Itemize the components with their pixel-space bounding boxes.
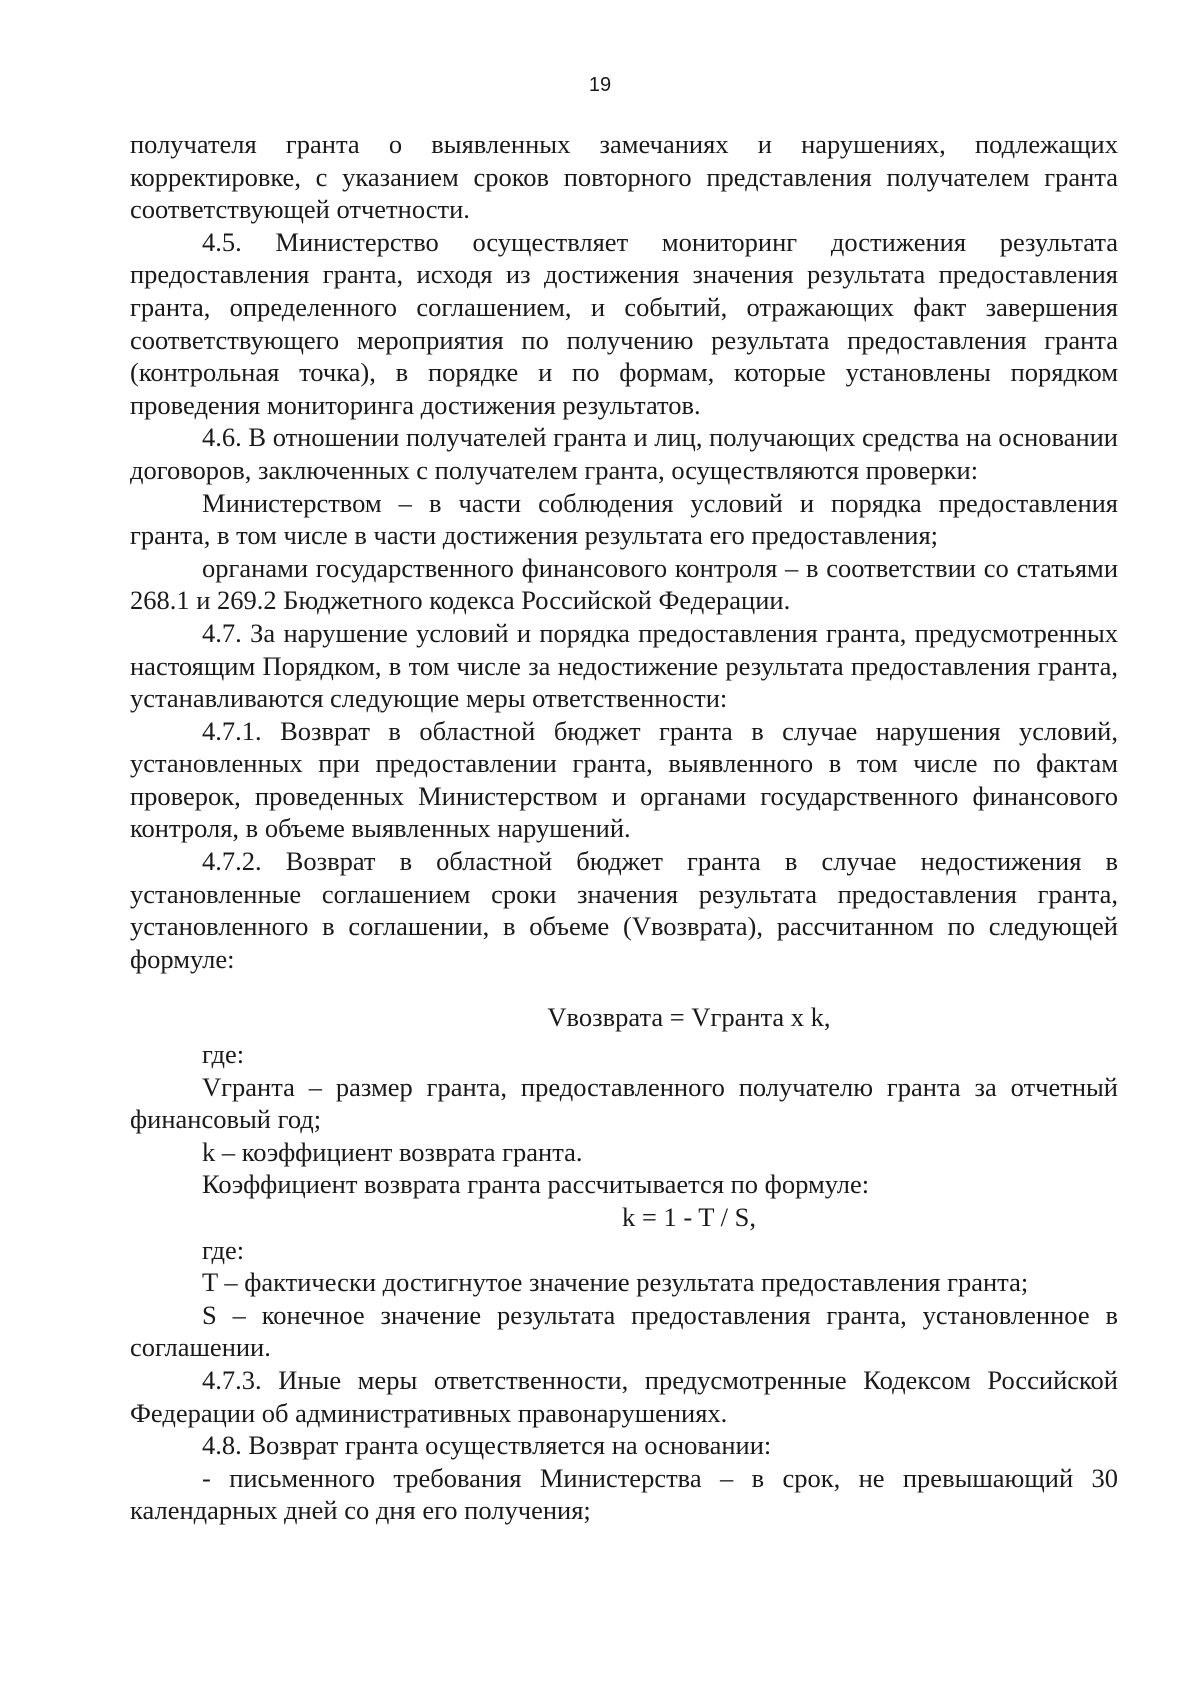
paragraph-4-7-1: 4.7.1. Возврат в областной бюджет гранта в случае нарушения условий, установленных при предоставлении гранта, выявленного в том числе по фактам проверок, проведенных Министерством и органами государственного финансового контроля, в объеме выявленных нарушений. bbox=[130, 715, 1118, 844]
paragraph-financial-control: органами государственного финансового контроля – в соответствии со статьями 268.1 и 269.2 Бюджетного кодекса Российской Федерации. bbox=[130, 552, 1118, 616]
paragraph-continuation: получателя гранта о выявленных замечаниях и нарушениях, подлежащих корректировке, с указанием сроков повторного представления получателем гранта соответствующей отчетности. bbox=[130, 129, 1118, 225]
paragraph-4-7-3: 4.7.3. Иные меры ответственности, предусмотренные Кодексом Российской Федерации об административных правонарушениях. bbox=[130, 1364, 1118, 1428]
paragraph-ministry-checks: Министерством – в части соблюдения условий и порядка предоставления гранта, в том числе в части достижения результата его предоставления; bbox=[130, 487, 1118, 551]
paragraph-4-5: 4.5. Министерство осуществляет мониторинг достижения результата предоставления гранта, исходя из достижения значения результата предоставления гранта, определенного соглашением, и событий, отражающих факт завершения соответствующего мероприятия по получению результата предоставления гранта (контрольная точка), в порядке и по формам, которые установлены порядком проведения мониторинга достижения результатов. bbox=[130, 226, 1118, 420]
formula-return-coefficient: k = 1 - T / S, bbox=[622, 1202, 756, 1232]
paragraph-k-formula-intro: Коэффициент возврата гранта рассчитывается по формуле: bbox=[202, 1169, 870, 1200]
paragraph-4-8: 4.8. Возврат гранта осуществляется на основании: bbox=[202, 1430, 772, 1461]
paragraph-4-6: 4.6. В отношении получателей гранта и лиц, получающих средства на основании договоров, заключенных с получателем гранта, осуществляются проверки: bbox=[130, 422, 1118, 485]
formula-return-volume: Vвозврата = Vгранта x k, bbox=[547, 1002, 831, 1033]
paragraph-4-7-2: 4.7.2. Возврат в областной бюджет гранта в случае недостижения в установленные соглашением сроки значения результата предоставления гранта, установленного в соглашении, в объеме (Vвозврата), рассчитанном по следующей формуле: bbox=[130, 846, 1118, 974]
paragraph-k-definition: k – коэффициент возврата гранта. bbox=[202, 1136, 583, 1167]
paragraph-vgranta-definition: Vгранта – размер гранта, предоставленного получателю гранта за отчетный финансовый год; bbox=[130, 1071, 1118, 1135]
document-body bbox=[130, 128, 1118, 1527]
paragraph-4-7: 4.7. За нарушение условий и порядка предоставления гранта, предусмотренных настоящим Порядком, в том числе за недостижение результата предоставления гранта, устанавливаются следующие меры ответственности: bbox=[130, 617, 1118, 714]
paragraph-where-1: где: bbox=[202, 1039, 245, 1070]
paragraph-t-definition: T – фактически достигнутое значение результата предоставления гранта; bbox=[202, 1267, 1029, 1298]
paragraph-written-demand: - письменного требования Министерства – в срок, не превышающий 30 календарных дней со дня его получения; bbox=[130, 1462, 1118, 1526]
paragraph-s-definition: S – конечное значение результата предоставления гранта, установленное в соглашении. bbox=[130, 1299, 1118, 1363]
page-number: 19 bbox=[588, 74, 612, 96]
paragraph-where-2: где: bbox=[202, 1234, 245, 1265]
